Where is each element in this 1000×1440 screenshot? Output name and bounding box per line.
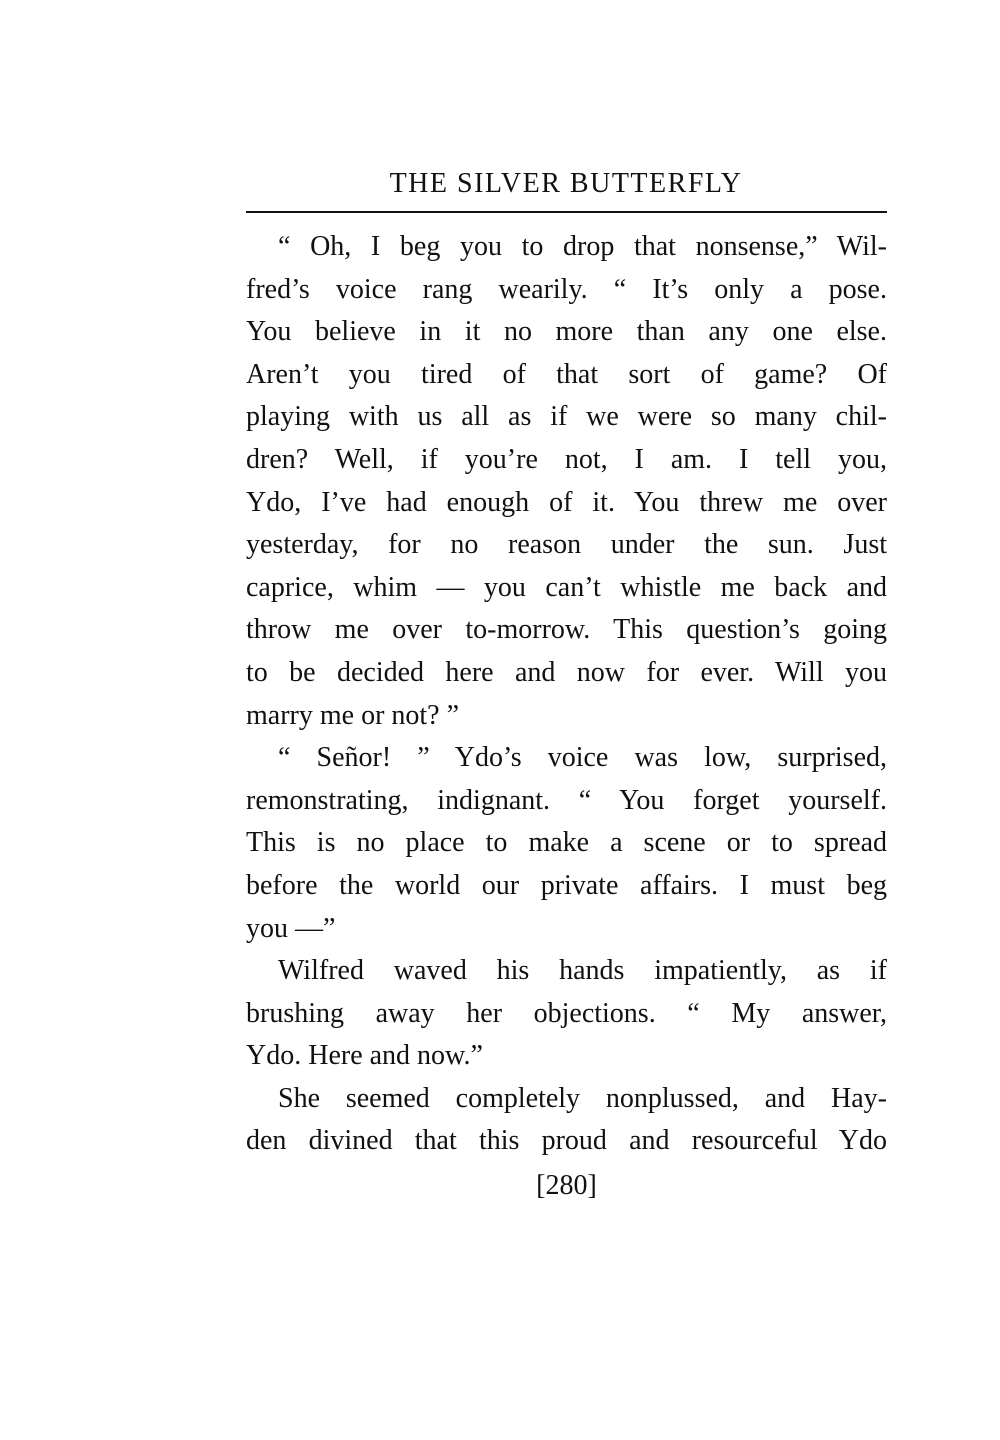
text-line: caprice, whim — you can’t whistle me back and	[246, 571, 887, 603]
header-rule	[246, 211, 887, 213]
text-line: brushing away her objections. “ My answer,	[246, 997, 887, 1029]
running-head: THE SILVER BUTTERFLY	[389, 168, 743, 199]
text-line: remonstrating, indignant. “ You forget yourself.	[246, 784, 887, 816]
text-line: den divined that this proud and resourceful Ydo	[246, 1125, 887, 1157]
text-line: you —”	[246, 912, 336, 944]
text-line: You believe in it no more than any one else.	[246, 316, 887, 348]
body-text	[246, 226, 887, 1163]
text-line: throw me over to-morrow. This question’s going	[246, 614, 887, 646]
text-line: playing with us all as if we were so many chil-	[246, 401, 887, 433]
text-line: “ Oh, I beg you to drop that nonsense,” Wil-	[278, 231, 887, 262]
text-line: to be decided here and now for ever. Will you	[246, 656, 887, 688]
text-line: dren? Well, if you’re not, I am. I tell you,	[246, 443, 887, 475]
text-line: Ydo, I’ve had enough of it. You threw me over	[246, 486, 887, 518]
text-line: Aren’t you tired of that sort of game? Of	[246, 358, 887, 390]
text-line: Wilfred waved his hands impatiently, as if	[278, 955, 887, 987]
text-line: fred’s voice rang wearily. “ It’s only a pose.	[246, 273, 887, 305]
text-line: She seemed completely nonplussed, and Hay-	[278, 1082, 887, 1114]
text-line: yesterday, for no reason under the sun. Just	[246, 529, 887, 561]
text-line: before the world our private affairs. I must beg	[246, 869, 887, 901]
text-line: This is no place to make a scene or to spread	[246, 827, 887, 859]
page-number: [280]	[536, 1170, 597, 1201]
text-line: “ Señor! ” Ydo’s voice was low, surprised,	[278, 742, 887, 774]
text-line: Ydo. Here and now.”	[246, 1040, 483, 1072]
text-line: marry me or not? ”	[246, 699, 460, 731]
